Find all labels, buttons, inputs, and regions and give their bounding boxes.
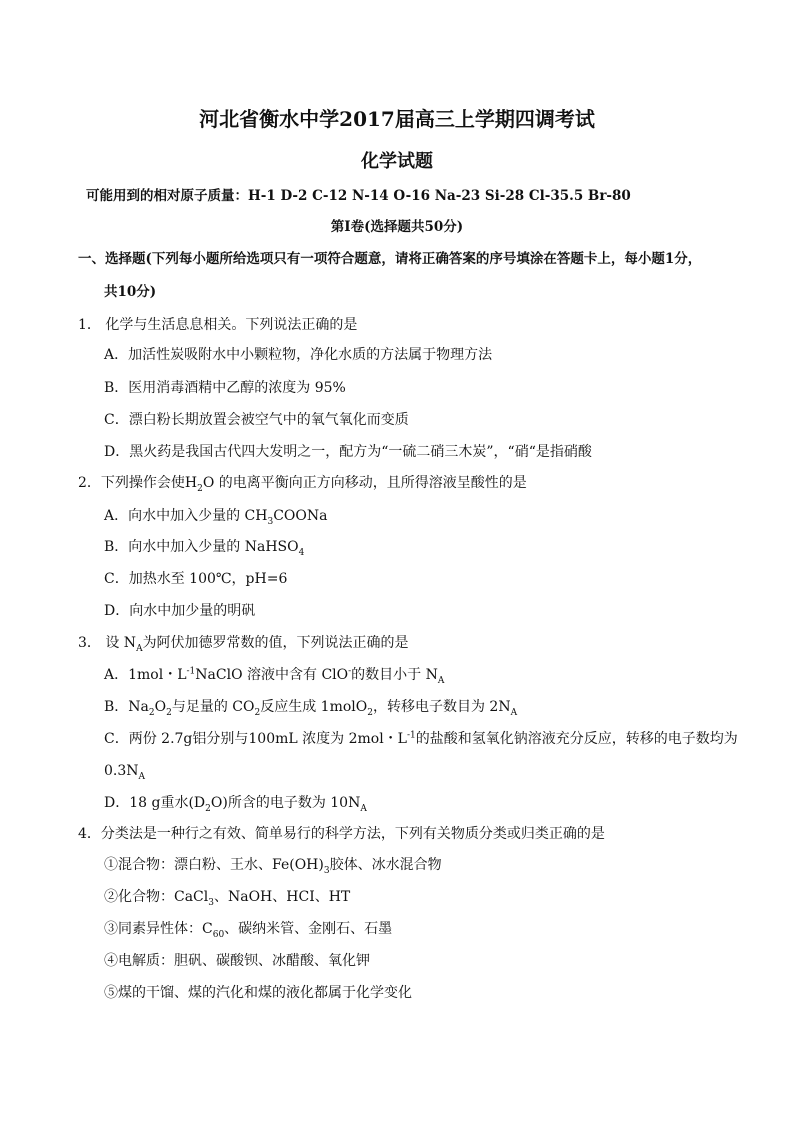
q2-option-d: D．向水中加少量的明矾 — [104, 603, 256, 619]
section-heading-line1: 一、选择题(下列每小题所给选项只有一项符合题意，请将正确答案的序号填涂在答题卡上，每小题1分， — [78, 251, 702, 267]
q2-option-c: C．加热水至 100℃，pH=6 — [104, 571, 288, 587]
q1-option-b: B．医用消毒酒精中乙醇的浓度为 95% — [104, 380, 346, 396]
q2-option-b: B．向水中加入少量的 NaHSO$_4$ — [104, 539, 305, 558]
exam-subtitle: 化学试题 — [361, 151, 433, 172]
q4-item-1: ①混合物：漂白粉、王水、$Fe(OH)_3$胶体、冰水混合物 — [104, 857, 442, 876]
q4-item-4: ④电解质：胆矾、碳酸钡、冰醋酸、氧化钾 — [104, 953, 370, 969]
q3-option-d: D．18 g重水$(D_2O)$所含的电子数为 $10N_A$ — [104, 795, 367, 814]
atomic-masses: 可能用到的相对原子质量：H-1 D-2 C-12 N-14 O-16 Na-23 Si-28 Cl-35.5 Br-80 — [86, 188, 631, 204]
q3-option-c: C．两份 2.7g铝分别与100mL 浓度为 2mol・$L^{-1}$的盐酸和氢氧化钠溶液充分反应，转移的电子数均为 — [104, 730, 738, 747]
part-heading: 第Ⅰ卷(选择题共50分) — [330, 219, 464, 235]
q1-stem: 1． 化学与生活息息相关。下列说法正确的是 — [78, 317, 358, 333]
q3-option-a: A．1mol・$L^{-1}NaClO$ 溶液中含有 ClO-的数目小于 $N_A$ — [104, 666, 445, 686]
q1-option-c: C．漂白粉长期放置会被空气中的氧气氧化而变质 — [104, 412, 409, 428]
q3-stem: 3． 设 $N_A$为阿伏加德罗常数的值，下列说法正确的是 — [78, 635, 409, 654]
q4-item-5: ⑤煤的干馏、煤的汽化和煤的液化都属于化学变化 — [104, 985, 412, 1001]
section-heading-line2: 共10分) — [104, 284, 157, 300]
q2-stem: 2．下列操作会使$H_2O$ 的电离平衡向正方向移动，且所得溶液呈酸性的是 — [78, 475, 527, 494]
q4-stem: 4．分类法是一种行之有效、简单易行的科学方法，下列有关物质分类或归类正确的是 — [78, 826, 605, 842]
q4-item-3: ③同素异性体：$C_{60}$、碳纳米管、金刚石、石墨 — [104, 921, 393, 940]
q3-option-c-continued: $0.3N_A$ — [104, 763, 146, 782]
q2-option-a: A．向水中加入少量的 $CH_3COONa$ — [104, 508, 328, 527]
q3-option-b: B．$Na_2O_2$与足量的 $CO_2$反应生成 1molO$_2$，转移电子数目为 $2N_A$ — [104, 699, 518, 718]
exam-title: 河北省衡水中学2017届高三上学期四调考试 — [199, 107, 595, 131]
q4-item-2: ②化合物：CaCl$_3$、NaOH、HCI、HT — [104, 889, 351, 908]
q1-option-a: A．加活性炭吸附水中小颗粒物，净化水质的方法属于物理方法 — [104, 347, 493, 363]
q1-option-d: D．黑火药是我国古代四大发明之一，配方为“一硫二硝三木炭”，“硝“是指硝酸 — [104, 444, 592, 460]
